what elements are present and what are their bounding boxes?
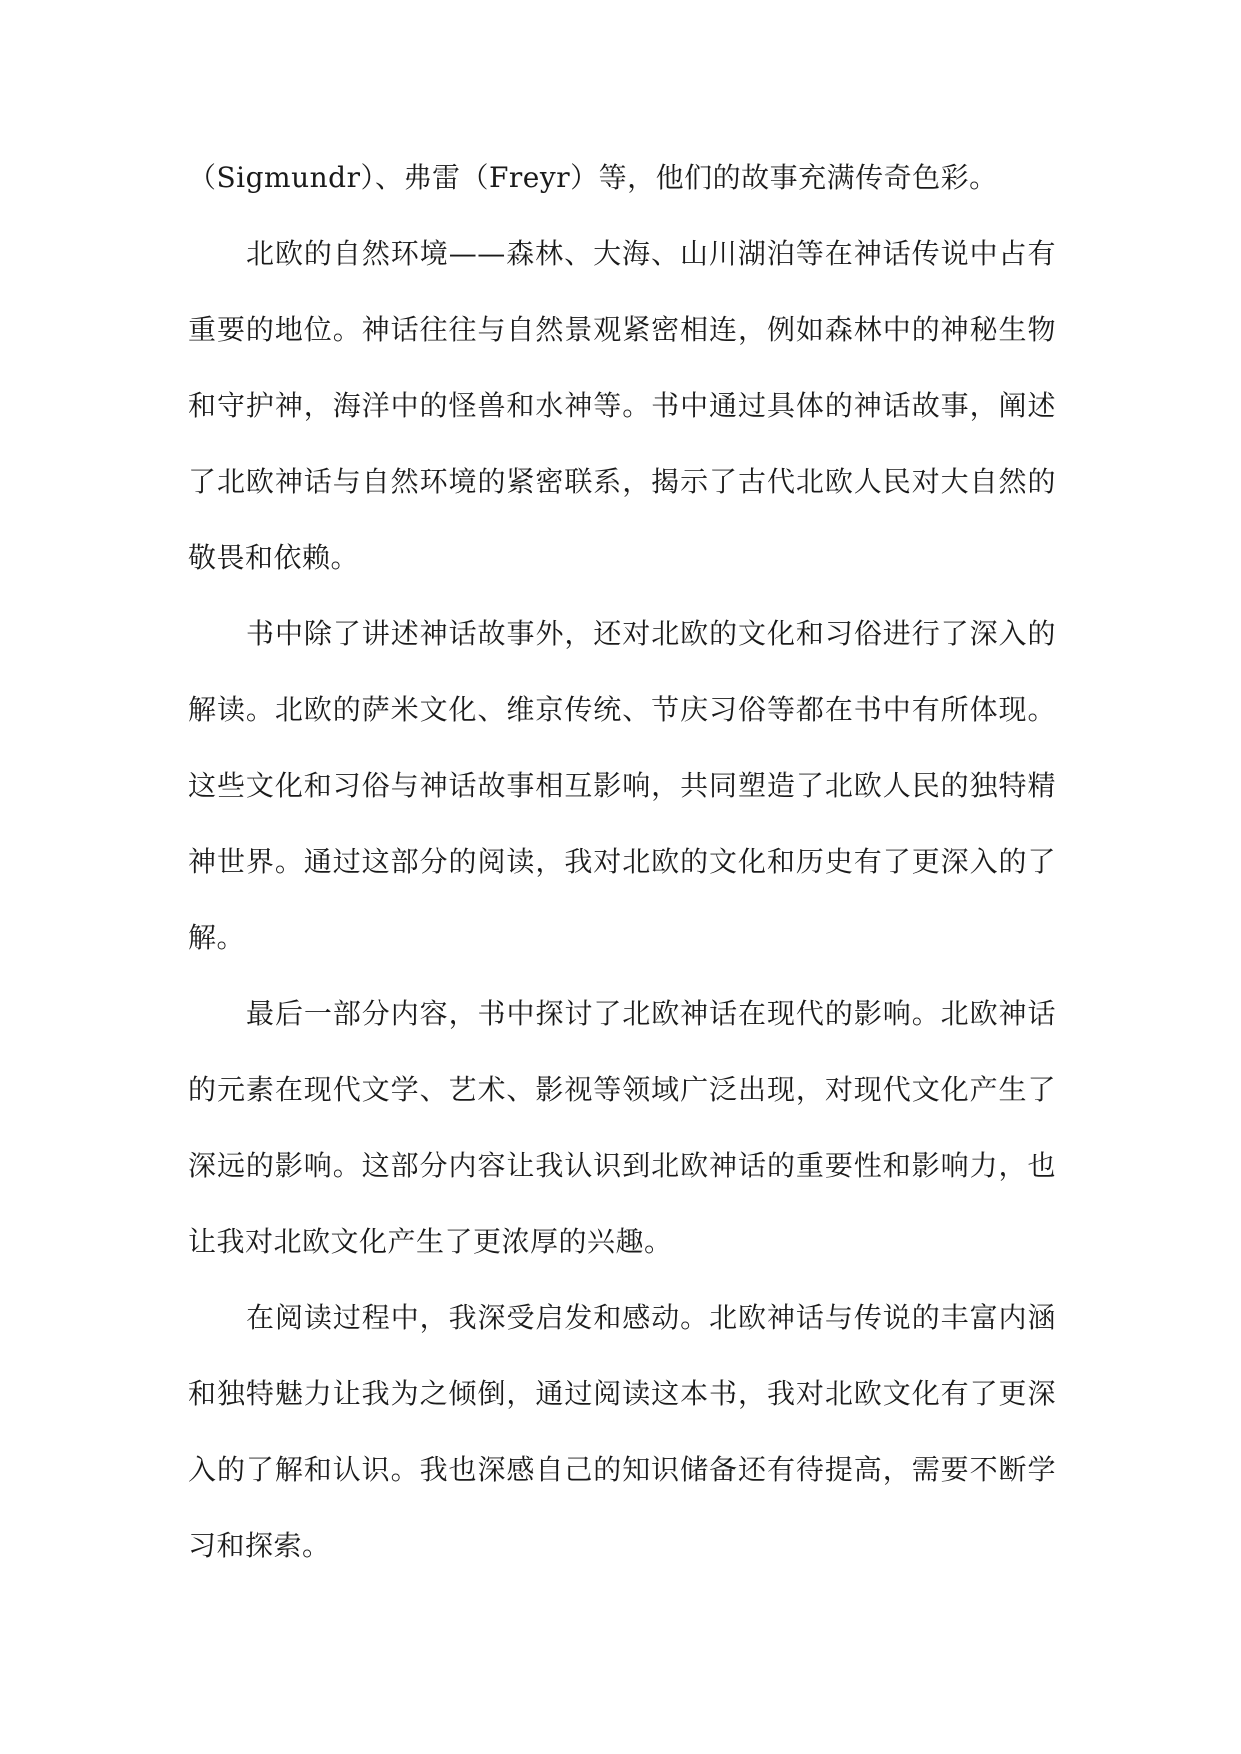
- continuation-line: （Sigmundr）、弗雷（Freyr）等，他们的故事充满传奇色彩。: [188, 161, 998, 194]
- paragraph-modern-influence: 最后一部分内容，书中探讨了北欧神话在现代的影响。北欧神话的元素在现代文学、艺术、影视等领域广泛出现，对现代文化产生了深远的影响。这部分内容让我认识到北欧神话的重要性和影响力，也让我对北欧文化产生了更浓厚的兴趣。: [188, 997, 1056, 1258]
- paragraph-culture: 书中除了讲述神话故事外，还对北欧的文化和习俗进行了深入的解读。北欧的萨米文化、维京传统、节庆习俗等都在书中有所体现。这些文化和习俗与神话故事相互影响，共同塑造了北欧人民的独特精神世界。通过这部分的阅读，我对北欧的文化和历史有了更深入的了解。: [188, 617, 1056, 954]
- paragraph-reflection: 在阅读过程中，我深受启发和感动。北欧神话与传说的丰富内涵和独特魅力让我为之倾倒，通过阅读这本书，我对北欧文化有了更深入的了解和认识。我也深感自己的知识储备还有待提高，需要不断学习和探索。: [188, 1301, 1056, 1562]
- document-body: [188, 140, 1056, 1584]
- paragraph-nature: 北欧的自然环境——森林、大海、山川湖泊等在神话传说中占有重要的地位。神话往往与自然景观紧密相连，例如森林中的神秘生物和守护神，海洋中的怪兽和水神等。书中通过具体的神话故事，阐述了北欧神话与自然环境的紧密联系，揭示了古代北欧人民对大自然的敬畏和依赖。: [188, 237, 1056, 574]
